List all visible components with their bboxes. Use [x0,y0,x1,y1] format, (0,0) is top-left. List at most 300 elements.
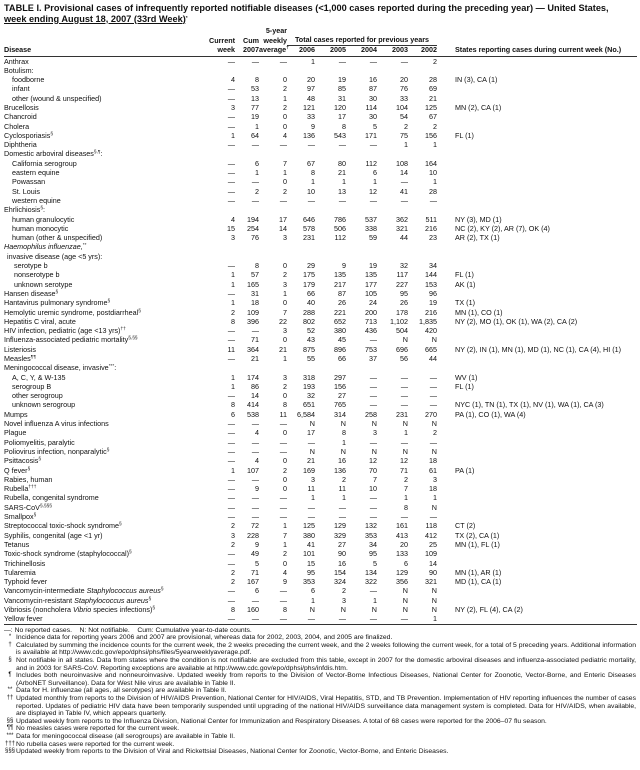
count-cell: — [227,354,235,363]
states-reporting [437,419,637,428]
table-row [4,345,637,354]
states-reporting [437,94,637,103]
count-cell: 44 [400,233,408,243]
table-row [4,503,637,512]
count-cell: 2 [433,428,437,438]
count-cell: 14 [279,223,287,233]
count-cell: — [227,558,235,568]
states-reporting: PA (1), CO (1), WA (4) [455,409,526,419]
count-cell [346,66,377,75]
footnote-list [4,634,636,756]
disease-name: Rabies, human [4,474,53,484]
count-cell: 54 [400,112,408,122]
count-cell: 26 [338,298,346,308]
disease-name: Brucellosis [4,102,39,112]
count-cell: — [369,56,377,66]
count-cell: N [402,419,408,429]
count-cell: 13 [338,186,346,196]
count-cell: 802 [303,316,315,326]
footnote-mark: *** [6,732,14,739]
disease-name: invasive disease (age <5 yrs): [7,251,103,261]
count-cell: 1 [404,493,408,503]
count-cell: 353 [303,577,315,587]
table-group-header-row [4,363,637,372]
previous-years-header: Total cases reported for previous years [287,36,437,46]
count-cell: — [338,140,346,150]
count-cell: 29 [307,261,315,271]
count-cell: 95 [307,567,315,577]
count-cell: — [227,56,235,66]
footnote [4,741,636,749]
disease-name: unknown serotype [14,279,73,289]
count-cell: 11 [227,344,235,354]
count-cell: 2 [283,84,287,94]
year-header: 2002 [408,46,437,57]
disease-name: Cyclosporiasis§ [4,130,54,140]
count-cell: — [227,512,235,522]
count-cell: 156 [425,130,437,140]
count-cell [346,149,377,158]
count-cell: 414 [247,400,259,410]
count-cell: — [208,614,235,624]
footnote-text: Updated weekly from reports to the Division of Viral and Rickettsial Diseases, National Center for Zoonotic, Vector-Borne, and Enteric Diseases. [16,748,449,756]
count-cell [235,149,259,158]
count-cell [377,363,408,372]
count-cell: 1 [283,288,287,298]
count-cell: 2 [283,549,287,559]
count-cell: 2 [283,186,287,196]
count-cell: 109 [247,307,259,317]
count-cell: N [431,335,437,345]
count-cell: 108 [396,158,408,168]
count-cell: 117 [396,270,408,280]
count-cell: — [307,140,315,150]
count-cell: 136 [303,130,315,140]
disease-name: Vancomycin-resistant Staphylococcus aureus§ [4,595,152,605]
count-cell: — [227,428,235,438]
states-reporting [437,493,637,502]
footnote-text: Not notifiable in all states. Data from states where the condition is not notifiable are excluded from this table, except in 2007 for the domestic arboviral diseases and influenza-associated pediatric mortality, and in 2003 for SARS-CoV. Reporting exceptions are available at http://www.cdc.gov/epo/dphsi/phs/infdis.htm. [16,656,636,672]
disease-name: Rubella, congenital syndrome [4,493,99,503]
count-cell: — [369,372,377,382]
count-cell: 121 [303,102,315,112]
count-cell: 67 [429,112,437,122]
count-cell: — [227,186,235,196]
count-cell [287,252,315,261]
count-cell: 194 [247,214,259,224]
count-cell: 30 [369,112,377,122]
count-cell: 3 [283,233,287,243]
states-reporting [437,261,637,270]
count-cell: — [279,502,287,512]
count-cell: 9 [255,484,259,494]
count-cell: — [227,158,235,168]
count-cell: 1,102 [390,316,408,326]
count-cell: 18 [251,298,259,308]
table-title [4,3,637,24]
count-cell: 27 [338,391,346,401]
count-cell: 44 [429,354,437,363]
count-cell: — [369,195,377,205]
count-cell: 17 [307,428,315,438]
count-cell: — [227,502,235,512]
count-cell: 364 [247,344,259,354]
title-line-2: week ending August 18, 2007 (33rd Week)* [4,13,188,24]
footnote-text: No measles cases were reported for the current week. [16,725,180,733]
states-reporting: MN (1), FL (1) [455,539,500,549]
count-cell: 125 [425,102,437,112]
count-cell [377,252,408,261]
footnote-mark: * [8,634,12,641]
count-cell: — [279,586,287,596]
count-cell [208,242,235,251]
count-cell: 45 [338,335,346,345]
table-row [4,354,637,363]
table-group-header-row [4,205,637,214]
count-cell: — [400,195,408,205]
states-reporting [437,438,637,447]
count-cell [408,252,437,261]
avg-header-line3: average† [259,45,289,54]
table-row [4,466,637,475]
disease-name: Ehrlichiosis§: [4,205,46,215]
count-cell: 1 [231,130,235,140]
count-cell: 21 [429,93,437,103]
count-cell [377,66,408,75]
count-cell [315,66,346,75]
table-row [4,382,637,391]
table-row [4,410,637,419]
count-cell: 23 [429,233,437,243]
count-cell: 55 [307,354,315,363]
footnote-text: Data for meningococcal disease (all serogroups) are available in Table II. [16,732,236,740]
count-cell: 216 [425,307,437,317]
states-reporting [437,56,637,66]
disease-name: Botulism: [4,65,34,75]
count-cell: 144 [425,270,437,280]
count-cell: 3 [373,428,377,438]
table-group-header-row [4,66,637,75]
count-cell: N [431,502,437,512]
disease-header: Disease [4,46,208,57]
count-cell: 380 [303,530,315,540]
disease-name: Psittacosis§ [4,456,42,466]
count-cell: 66 [307,288,315,298]
disease-name: HIV infection, pediatric (age <13 yrs)†† [4,326,126,336]
count-cell [259,149,287,158]
disease-name: Poliovirus infection, nonparalytic§ [4,446,110,456]
disease-name: Plague [4,428,27,438]
count-cell [208,205,235,214]
table-row [4,317,637,326]
count-cell: 4 [255,428,259,438]
states-reporting [437,112,637,121]
count-cell: — [227,493,235,503]
disease-name: Meningococcal disease, invasive***: [4,363,117,373]
footnote [4,695,636,718]
count-cell: 32 [400,261,408,271]
count-cell: 14 [400,168,408,178]
disease-name: foodborne [12,75,45,85]
count-cell: 33 [307,112,315,122]
count-cell [235,252,259,261]
count-cell: 167 [247,577,259,587]
footnote [4,733,636,741]
count-cell: — [227,140,235,150]
count-cell: — [338,502,346,512]
count-cell: — [227,121,235,131]
count-cell: 8 [231,400,235,410]
states-reporting [437,205,637,214]
count-cell: 2 [231,567,235,577]
count-cell: 28 [429,186,437,196]
disease-name: Measles¶¶ [4,354,36,363]
count-cell: 20 [307,75,315,85]
count-cell: 24 [369,298,377,308]
count-cell [408,149,437,158]
count-cell: N [309,605,315,615]
count-cell: N [431,419,437,429]
count-cell: 3 [342,595,346,605]
count-cell: 17 [279,214,287,224]
count-cell: 179 [303,279,315,289]
states-reporting [437,159,637,168]
count-cell: 59 [369,233,377,243]
disease-name: Hantavirus pulmonary syndrome§ [4,298,111,308]
count-cell: 380 [334,326,346,336]
disease-name: Novel influenza A virus infections [4,419,109,429]
count-cell: 161 [396,521,408,531]
count-cell: 2 [231,539,235,549]
count-cell: 420 [425,326,437,336]
disease-name: Vibriosis (noncholera Vibrio species infections)§ [4,605,156,615]
count-cell: — [307,512,315,522]
count-cell [208,363,235,372]
states-reporting: CT (2) [455,521,476,531]
legend-line: —: No reported cases. N: Not notifiable. Cum: Cumulative year-to-date counts. [4,626,252,634]
count-cell: N [402,335,408,345]
count-cell: — [279,437,287,447]
states-reporting: NY (2), MO (1), OK (1), WA (2), CA (2) [455,316,578,326]
count-cell: 69 [429,84,437,94]
footnote-text: Updated weekly from reports to the Influenza Division, National Center for Immunization and Respiratory Diseases. A total of 68 cases were reported for the 2006–07 flu season. [16,717,547,725]
count-cell: N [431,595,437,605]
count-cell: 14 [429,558,437,568]
count-cell: — [251,595,259,605]
count-cell [346,252,377,261]
count-cell: — [227,326,235,336]
table-row [4,335,637,344]
count-cell: — [279,595,287,605]
count-cell: N [402,595,408,605]
count-cell: 221 [334,307,346,317]
count-cell: 254 [247,223,259,233]
count-cell: 314 [334,409,346,419]
states-reporting: FL (1) [455,130,474,140]
count-cell: 11 [279,409,287,419]
states-reporting [437,391,637,400]
count-cell: 64 [251,130,259,140]
states-reporting [437,326,637,335]
count-cell: — [279,446,287,456]
count-cell: — [369,391,377,401]
count-cell: — [369,400,377,410]
count-cell: — [429,400,437,410]
count-cell: 6 [404,558,408,568]
disease-name: Yellow fever [4,614,208,624]
count-cell: 270 [425,409,437,419]
count-cell: 353 [365,530,377,540]
count-cell: 75 [400,130,408,140]
count-cell: 506 [334,223,346,233]
count-cell: 114 [365,102,377,112]
footnote-text: Calculated by summing the incidence counts for the current week, the 2 weeks preceding the current week, and the 2 weeks following the current week, for a total of 5 preceding years. Additional information is available at http://www.cdc.gov/epo/dphsi/phs/files/5yearweeklyaverage.pdf. [16,641,636,657]
count-cell: 1 [311,595,315,605]
count-cell: 9 [342,261,346,271]
count-cell: 71 [251,567,259,577]
count-cell: — [400,400,408,410]
count-cell: N [431,605,437,615]
count-cell: — [251,56,259,66]
states-reporting [437,242,637,251]
count-cell: 8 [283,605,287,615]
count-cell: 28 [429,75,437,85]
count-cell: 21 [279,344,287,354]
disease-name: Trichinellosis [4,558,46,568]
count-cell: 652 [334,316,346,326]
count-cell: 696 [396,344,408,354]
count-cell [259,205,287,214]
disease-name: other serogroup [12,391,63,401]
count-cell: — [251,140,259,150]
table-row [4,549,637,558]
count-cell: 34 [429,261,437,271]
count-cell: 1 [283,168,287,178]
count-cell: 52 [307,326,315,336]
states-reporting: NC (2), KY (2), AR (7), OK (4) [455,223,550,233]
count-cell: 20 [400,539,408,549]
table-row [4,391,637,400]
count-cell: 175 [303,270,315,280]
states-reporting [437,503,637,512]
table-group-header-row [4,149,637,158]
count-cell: 16 [369,75,377,85]
count-cell: 12 [369,186,377,196]
count-cell: 41 [400,186,408,196]
count-cell: 3 [231,233,235,243]
count-cell: 1 [311,56,315,66]
count-cell: 2 [404,474,408,484]
count-cell: 3 [283,279,287,289]
table-row [4,614,637,624]
footnote-mark: ††† [4,740,15,747]
count-cell: 2 [283,102,287,112]
count-cell: — [235,614,259,624]
count-cell: 41 [307,539,315,549]
count-cell [208,149,235,158]
count-cell: 6 [311,586,315,596]
count-cell: 665 [425,344,437,354]
disease-name: Listeriosis [4,344,36,354]
count-cell [287,242,315,251]
disease-name: eastern equine [12,168,60,178]
count-cell: 1 [231,298,235,308]
count-cell: 18 [429,484,437,494]
count-cell: N [340,419,346,429]
count-cell: 1 [373,177,377,187]
count-cell: 646 [303,214,315,224]
disease-name: Hemolytic uremic syndrome, postdiarrheal§ [4,307,141,317]
count-cell [287,66,315,75]
table-row [4,103,637,112]
count-cell: 3 [231,530,235,540]
table-row [4,521,637,530]
count-cell: 31 [338,93,346,103]
count-cell: 97 [307,84,315,94]
count-cell: — [279,512,287,522]
count-cell: 177 [365,279,377,289]
count-cell: 329 [334,530,346,540]
count-cell: N [402,605,408,615]
count-cell: 1 [283,354,287,363]
count-cell: 896 [334,344,346,354]
disease-name: Vancomycin-intermediate Staphylococcus aureus§ [4,586,164,596]
count-cell: 6 [231,409,235,419]
current-week-header-line2: week [208,46,235,57]
count-cell: — [429,512,437,522]
states-reporting: AR (2), TX (1) [455,233,500,243]
count-cell: N [402,446,408,456]
count-cell: — [429,437,437,447]
count-cell: — [400,391,408,401]
count-cell: — [227,595,235,605]
table-row [4,298,637,307]
count-cell [346,242,377,251]
count-cell: — [377,614,408,624]
footnote [4,642,636,657]
count-cell: — [429,372,437,382]
count-cell: 30 [369,93,377,103]
footnote-text: Updated monthly from reports to the Division of HIV/AIDS Prevention, National Center for HIV/AIDS, Viral Hepatitis, STD, and TB Prevention. Implementation of HIV reporting influences the number of cases reported. Updates of pediatric HIV data have been temporarily suspended until upgrading of the national HIV/AIDS surveillance data management system is completed. Data for HIV/AIDS, when available, are displayed in Table IV, which appears quarterly. [16,694,636,718]
count-cell: N [371,419,377,429]
disease-name: Influenza-associated pediatric mortality§,§§ [4,335,138,345]
states-reporting [437,363,637,372]
table-row [4,531,637,540]
disease-name: western equine [12,195,61,205]
disease-name: serotype b [14,261,48,271]
footnote [4,672,636,687]
count-cell [287,205,315,214]
count-cell: — [429,381,437,391]
count-cell: 96 [429,288,437,298]
table-row [4,112,637,121]
table-group-header-row [4,252,637,261]
disease-name: Q fever§ [4,465,31,475]
count-cell: 15 [307,558,315,568]
count-cell: 33 [400,93,408,103]
states-reporting [437,252,637,261]
year-header: 2005 [315,46,346,57]
states-reporting: PA (1) [455,465,475,475]
disease-name: Haemophilus influenzae,** [4,242,87,252]
count-cell [315,149,346,158]
count-cell: 22 [279,316,287,326]
count-cell [377,205,408,214]
count-cell: — [279,56,287,66]
count-cell: — [400,381,408,391]
count-cell: 112 [334,233,346,243]
count-cell: 16 [338,456,346,466]
